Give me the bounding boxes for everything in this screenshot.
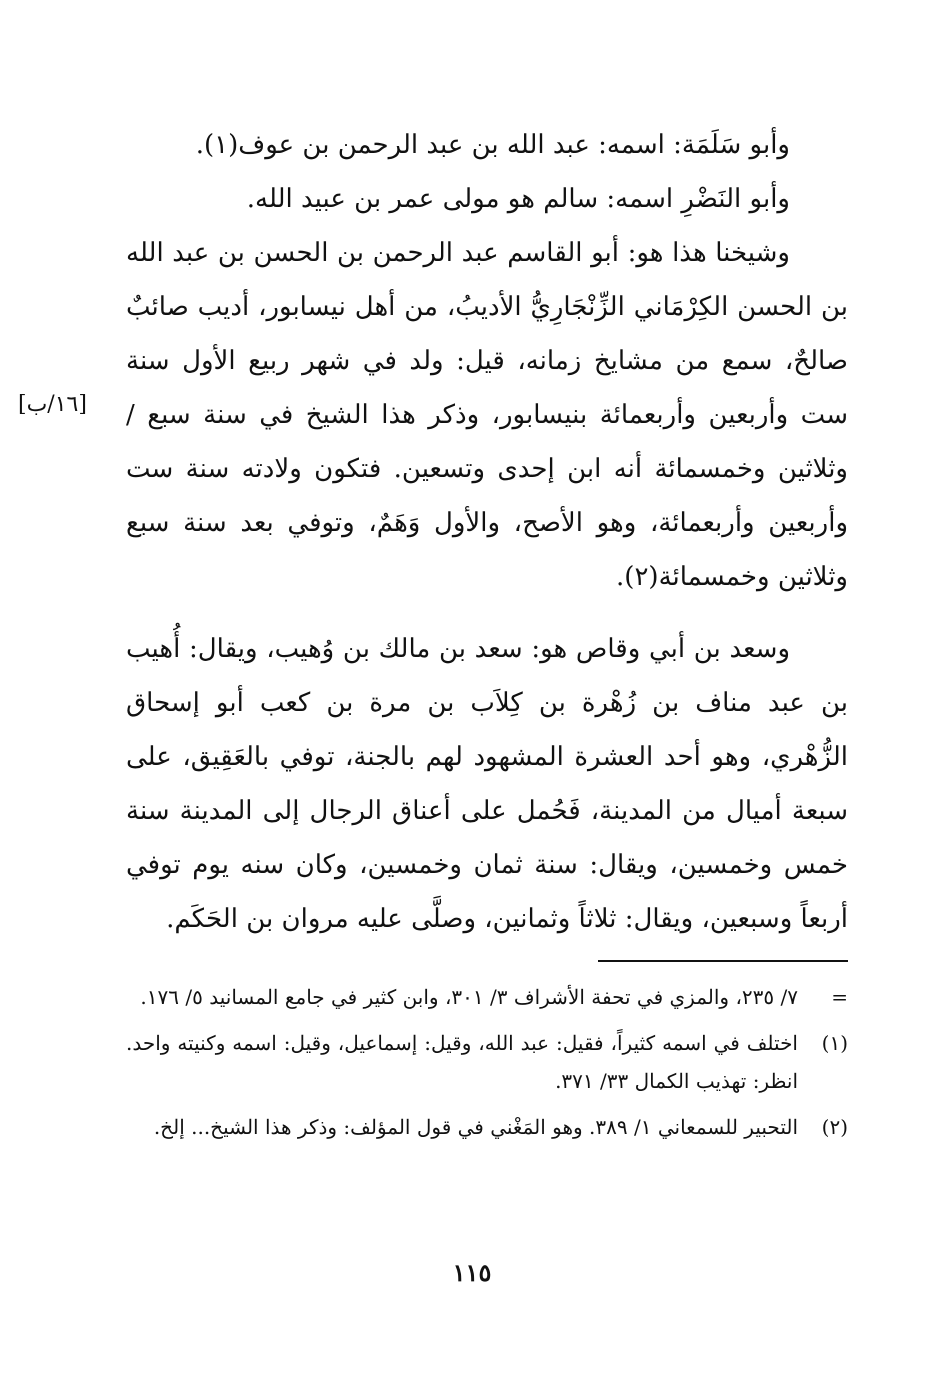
footnote-marker: = [831, 985, 848, 1009]
footnote-marker: (٢) [821, 1115, 848, 1139]
footnote-marker: (١) [821, 1031, 848, 1055]
footnote-2 [126, 1108, 848, 1146]
paragraph-shaykh-biography: وشيخنا هذا هو: أبو القاسم عبد الرحمن بن الحسن بن عبد الله بن الحسن الكِرْمَاني الزِّنْجَارِيُّ الأديبُ، من أهل نيسابور، أديب صائبٌ صالحٌ، سمع من مشايخ زمانه، قيل: ولد في شهر ربيع الأول سنة ست وأربعين وأربعمائة بنيسابور، وذكر هذا الشيخ في سنة سبع / وثلاثين وخمسمائة أنه ابن إحدى وتسعين. فتكون ولادته سنة ست وأربعين وأربعمائة، وهو الأصح، والأول وَهَمٌ، وتوفي بعد سنة سبع وثلاثين وخمسمائة(٢). [126, 238, 848, 592]
footnote-text: ٧/ ٢٣٥، والمزي في تحفة الأشراف ٣/ ٣٠١، وابن كثير في جامع المسانيد ٥/ ١٧٦. [140, 985, 798, 1009]
footnote-continuation [126, 978, 848, 1016]
paragraph-abu-salama: وأبو سَلَمَة: اسمه: عبد الله بن عبد الرحمن بن عوف(١). [195, 130, 790, 160]
footnote-text: التحبير للسمعاني ١/ ٣٨٩. وهو المَغْني في قول المؤلف: وذكر هذا الشيخ... إلخ. [153, 1115, 798, 1139]
paragraph-saad-ibn-abi-waqqas: وسعد بن أبي وقاص هو: سعد بن مالك بن وُهيب، ويقال: أُهيب بن عبد مناف بن زُهْرة بن كِلاَب بن مرة بن كعب أبو إسحاق الزُّهْري، وهو أحد العشرة المشهود لهم بالجنة، توفي بالعَقِيق، على سبعة أميال من المدينة، فَحُمل على أعناق الرجال إلى المدينة سنة خمس وخمسين، ويقال: سنة ثمان وخمسين، وكان سنه يوم توفي أربعاً وسبعين، ويقال: ثلاثاً وثمانين، وصلَّى عليه مروان بن الحَكَم. [126, 634, 848, 934]
paragraph-abu-nadr: وأبو النَضْرِ اسمه: سالم هو مولى عمر بن عبيد الله. [246, 184, 790, 214]
footnote-text: اختلف في اسمه كثيراً، فقيل: عبد الله، وقيل: إسماعيل، وقيل: اسمه وكنيته واحد. انظر: تهذيب الكمال ٣٣/ ٣٧١. [126, 1031, 798, 1093]
footnote-separator [598, 960, 848, 962]
main-text [126, 118, 848, 946]
footnotes [126, 978, 848, 1154]
page-number: ١١٥ [452, 1258, 492, 1287]
footnote-1 [126, 1024, 848, 1100]
margin-folio-note: [١٦/ب] [18, 392, 87, 417]
